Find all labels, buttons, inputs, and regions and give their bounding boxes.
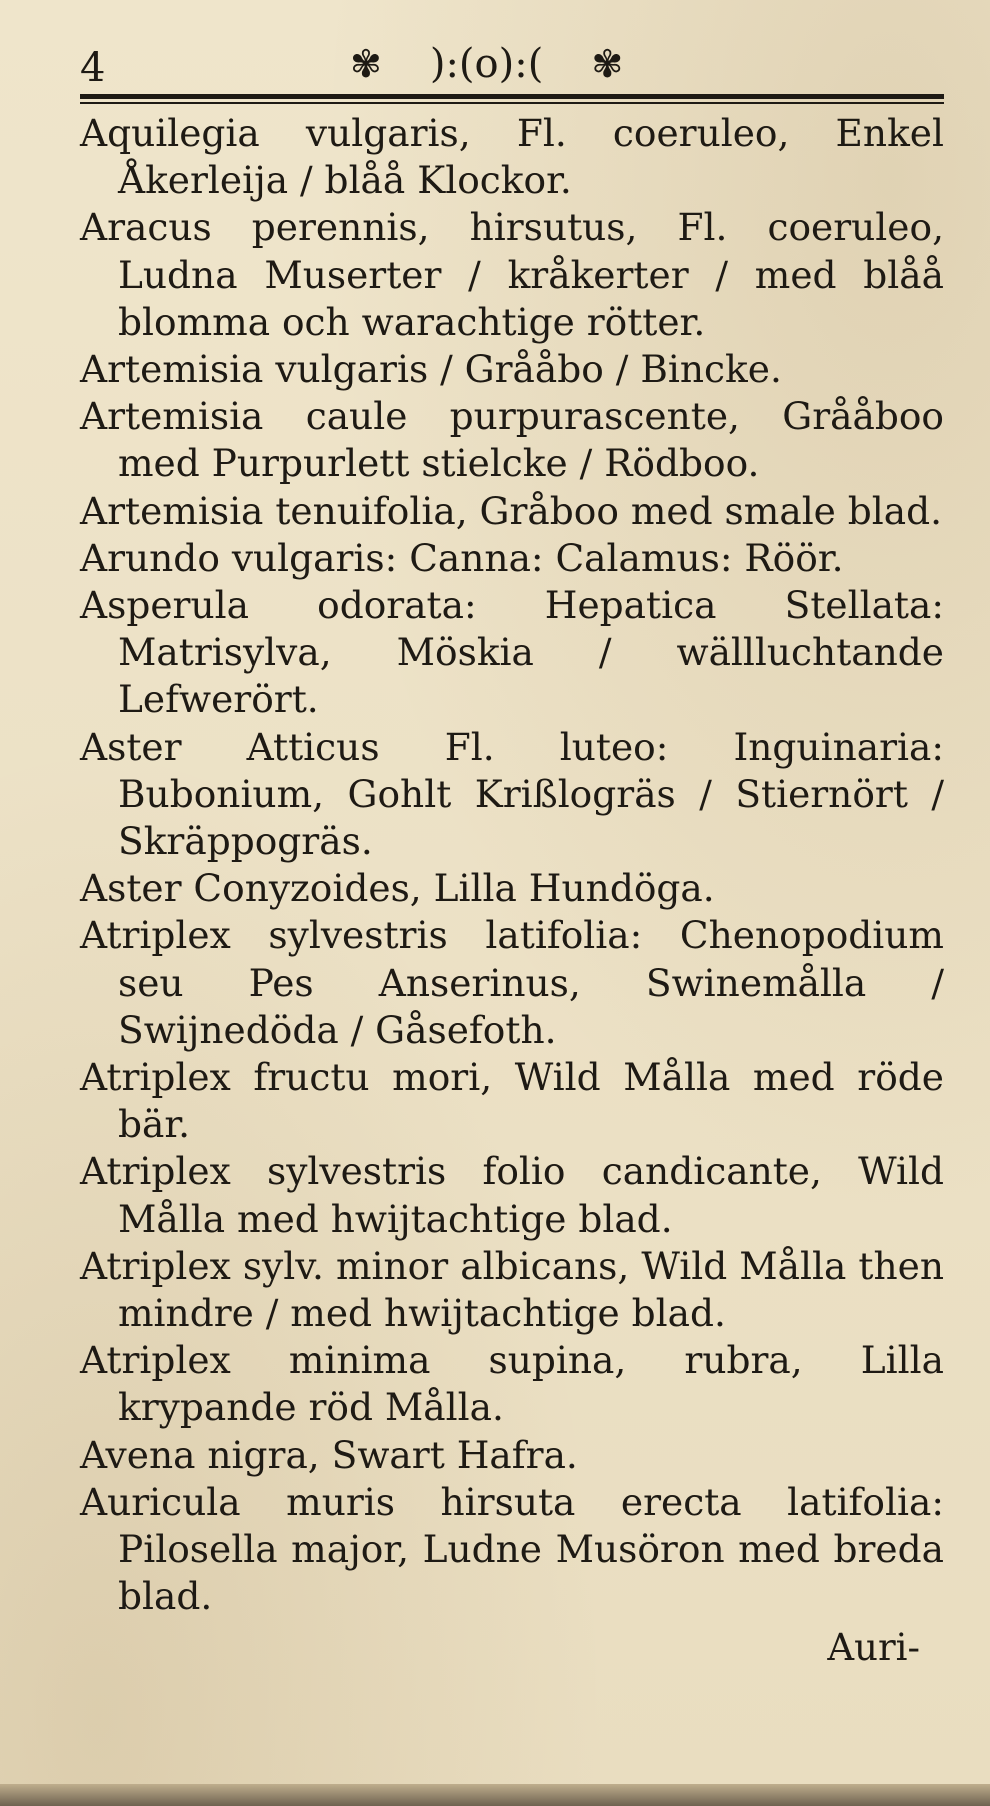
entry: Artemisia tenuifolia, Gråboo med smale blad.	[80, 488, 943, 533]
header-rule-thin	[80, 102, 944, 104]
page-edge	[0, 1784, 990, 1806]
entry: Avena nigra, Swart Hafra.	[80, 1432, 578, 1477]
entry: Artemisia caule purpurascente, Grååboo med Purpurlett stielcke / Rödboo.	[80, 394, 944, 486]
entry: Atriplex fructu mori, Wild Målla med röde bär.	[80, 1055, 944, 1147]
entry: Arundo vulgaris: Canna: Calamus: Röör.	[80, 535, 844, 580]
entry: Atriplex sylvestris folio candicante, Wild Målla med hwijtachtige blad.	[80, 1149, 944, 1241]
page-number: 4	[80, 45, 106, 91]
header-ornament	[350, 41, 624, 87]
entry: Auricula muris hirsuta erecta latifolia: Pilosella major, Ludne Musöron med breda blad.	[80, 1479, 944, 1619]
entry: Aracus perennis, hirsutus, Fl. coeruleo, Ludna Muserter / kråkerter / med blåå blomma och warachtige rötter.	[80, 205, 944, 344]
flower-ornament-icon: ✾	[591, 42, 624, 86]
ornament-center: ):(o):(	[429, 41, 544, 87]
entry: Aster Atticus Fl. luteo: Inguinaria: Bubonium, Gohlt Krißlogräs / Stiernört / Skräppogräs.	[80, 724, 944, 864]
entry: Atriplex sylvestris latifolia: Chenopodium seu Pes Anserinus, Swinemålla / Swijnedöda / Gåsefoth.	[80, 913, 944, 1052]
entry: Asperula odorata: Hepatica Stellata: Matrisylva, Möskia / wällluchtande Lefwerört.	[80, 583, 944, 722]
entry: Atriplex sylv. minor albicans, Wild Målla then mindre / med hwijtachtige blad.	[80, 1243, 944, 1336]
entry: Artemisia vulgaris / Grååbo / Bincke.	[80, 347, 782, 392]
entry: Aquilegia vulgaris, Fl. coeruleo, Enkel Åkerleija / blåå Klockor.	[80, 111, 944, 203]
catchword: Auri-	[827, 1626, 920, 1669]
entry: Aster Conyzoides, Lilla Hundöga.	[80, 866, 715, 911]
entry-list	[80, 110, 944, 1621]
flower-ornament-icon: ✾	[350, 42, 382, 86]
entry: Atriplex minima supina, rubra, Lilla krypande röd Målla.	[80, 1338, 944, 1430]
page-header	[80, 34, 944, 91]
header-rule	[80, 94, 944, 99]
